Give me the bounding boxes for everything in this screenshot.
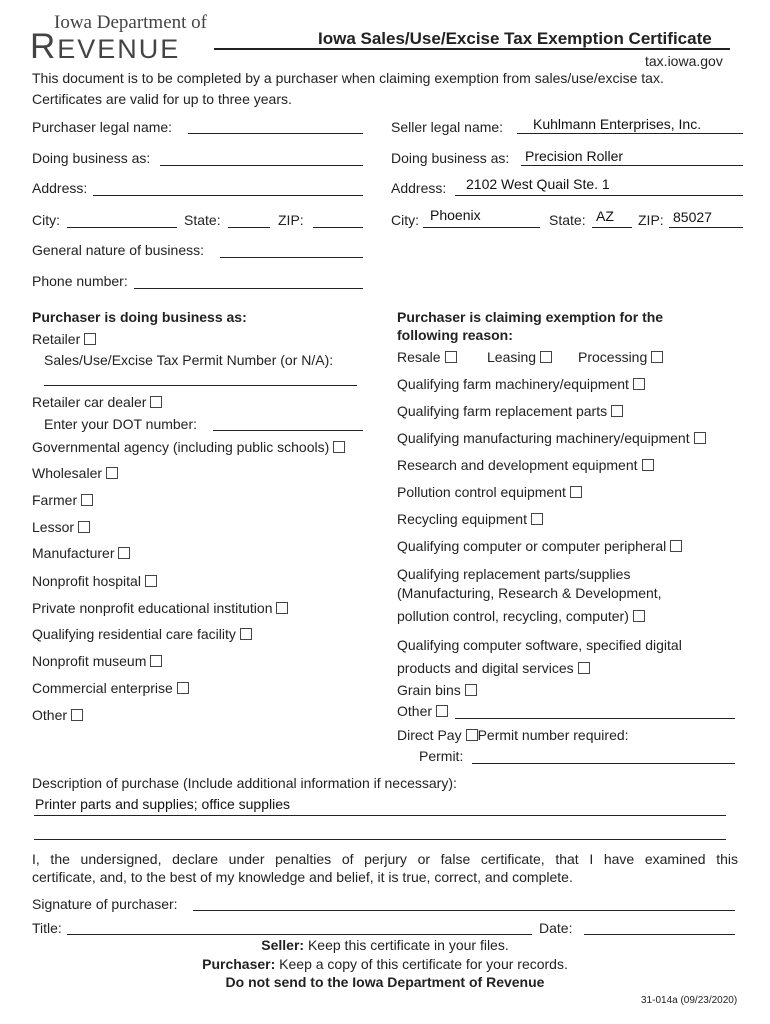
seller-legal-name-value[interactable]: Kuhlmann Enterprises, Inc.: [533, 116, 702, 132]
permit-field[interactable]: [472, 763, 735, 764]
signature-label: Signature of purchaser:: [32, 896, 178, 912]
checkbox[interactable]: [436, 705, 448, 717]
purchaser-city-field[interactable]: [67, 227, 177, 228]
checkbox[interactable]: [466, 729, 478, 741]
page-title: Iowa Sales/Use/Excise Tax Exemption Certificate: [318, 29, 712, 48]
checkbox[interactable]: [118, 547, 130, 559]
logo-line1: Iowa Department of: [54, 12, 207, 33]
checkbox[interactable]: [633, 610, 645, 622]
permit-required-label: Permit number required:: [477, 727, 629, 743]
seller-address-label: Address:: [391, 180, 447, 196]
checkbox[interactable]: [81, 494, 93, 506]
purchaser-dba-field[interactable]: [160, 165, 363, 166]
dot-number-field[interactable]: [213, 430, 363, 431]
logo-initial: R: [30, 27, 58, 66]
title-label: Title:: [32, 920, 62, 936]
description-line-1: [34, 815, 726, 816]
seller-zip-line: [669, 227, 743, 228]
checkbox[interactable]: [84, 333, 96, 345]
exemption-heading: Purchaser is claiming exemption for the: [397, 309, 664, 325]
phone-field[interactable]: [134, 288, 363, 289]
checkbox[interactable]: [150, 396, 162, 408]
description-label: Description of purchase (Include additional information if necessary):: [32, 775, 457, 791]
checkbox[interactable]: [651, 351, 663, 363]
checkbox[interactable]: [578, 662, 590, 674]
option-exemption-other[interactable]: Other: [397, 703, 448, 719]
signature-field[interactable]: [193, 910, 735, 911]
checkbox[interactable]: [540, 351, 552, 363]
exemption-other-field[interactable]: [455, 718, 735, 719]
option-farm-replacement-parts[interactable]: Qualifying farm replacement parts: [397, 403, 623, 419]
option-governmental-agency[interactable]: Governmental agency (including public schools): [32, 439, 345, 455]
option-research-development[interactable]: Research and development equipment: [397, 457, 654, 473]
option-resale[interactable]: Resale: [397, 349, 457, 365]
option-retailer[interactable]: Retailer: [32, 331, 96, 347]
seller-state-line: [592, 227, 632, 228]
business-as-heading: Purchaser is doing business as:: [32, 309, 247, 325]
option-residential-care-facility[interactable]: Qualifying residential care facility: [32, 626, 252, 642]
purchaser-zip-field[interactable]: [313, 227, 363, 228]
option-lessor[interactable]: Lessor: [32, 519, 90, 535]
seller-city-value[interactable]: Phoenix: [430, 207, 481, 223]
option-nonprofit-museum[interactable]: Nonprofit museum: [32, 653, 162, 669]
purchaser-state-field[interactable]: [228, 227, 270, 228]
title-field[interactable]: [67, 934, 532, 935]
purchaser-address-label: Address:: [32, 180, 88, 196]
checkbox[interactable]: [145, 575, 157, 587]
checkbox[interactable]: [570, 486, 582, 498]
seller-dba-value[interactable]: Precision Roller: [525, 148, 624, 164]
form-number: 31-014a (09/23/2020): [641, 995, 738, 1006]
checkbox[interactable]: [106, 467, 118, 479]
declaration-text: I, the undersigned, declare under penalties of perjury or false certificate, that I have examined this: [32, 851, 738, 867]
dot-number-label: Enter your DOT number:: [44, 416, 198, 432]
option-farmer[interactable]: Farmer: [32, 492, 93, 508]
checkbox[interactable]: [445, 351, 457, 363]
permit-number-label: Sales/Use/Excise Tax Permit Number (or N/A):: [44, 352, 334, 368]
option-pollution-control[interactable]: Pollution control equipment: [397, 484, 582, 500]
phone-label: Phone number:: [32, 273, 128, 289]
agency-logo: [30, 27, 180, 67]
seller-state-value[interactable]: AZ: [596, 208, 614, 224]
footer-warning: Do not send to the Iowa Department of Revenue: [225, 974, 545, 990]
purchaser-state-label: State:: [184, 212, 221, 228]
checkbox[interactable]: [694, 432, 706, 444]
description-value[interactable]: Printer parts and supplies; office supplies: [35, 796, 290, 812]
intro-text: This document is to be completed by a purchaser when claiming exemption from sales/use/excise tax.: [32, 70, 664, 86]
intro-text-2: Certificates are valid for up to three years.: [32, 91, 292, 107]
checkbox[interactable]: [71, 709, 83, 721]
checkbox[interactable]: [465, 684, 477, 696]
option-other[interactable]: Other: [32, 707, 83, 723]
checkbox[interactable]: [177, 682, 189, 694]
footer-purchaser-note: Purchaser: Keep a copy of this certificate for your records.: [202, 956, 568, 972]
seller-city-label: City:: [391, 212, 419, 228]
checkbox[interactable]: [611, 405, 623, 417]
permit-label: Permit:: [419, 748, 464, 764]
purchaser-legal-name-field[interactable]: [188, 133, 363, 134]
checkbox[interactable]: [150, 655, 162, 667]
option-replacement-parts[interactable]: pollution control, recycling, computer): [397, 608, 645, 624]
option-farm-machinery[interactable]: Qualifying farm machinery/equipment: [397, 376, 645, 392]
seller-city-line: [423, 227, 540, 228]
option-replacement-parts-label-2: (Manufacturing, Research & Development,: [397, 585, 662, 601]
option-direct-pay[interactable]: Direct Pay Permit number required:: [397, 727, 629, 743]
option-wholesaler[interactable]: Wholesaler: [32, 465, 118, 481]
checkbox[interactable]: [642, 459, 654, 471]
seller-address-value[interactable]: 2102 West Quail Ste. 1: [466, 176, 610, 192]
option-replacement-parts-label: Qualifying replacement parts/supplies: [397, 566, 631, 582]
option-recycling-equipment[interactable]: Recycling equipment: [397, 511, 543, 527]
permit-number-field[interactable]: [44, 385, 357, 386]
seller-zip-value[interactable]: 85027: [673, 209, 712, 225]
option-software-label: Qualifying computer software, specified digital: [397, 637, 682, 653]
option-manufacturing-machinery[interactable]: Qualifying manufacturing machinery/equipment: [397, 430, 706, 446]
exemption-heading-2: following reason:: [397, 327, 513, 343]
option-nonprofit-hospital[interactable]: Nonprofit hospital: [32, 573, 157, 589]
purchaser-address-field[interactable]: [93, 195, 363, 196]
checkbox[interactable]: [531, 513, 543, 525]
checkbox[interactable]: [333, 441, 345, 453]
nature-of-business-field[interactable]: [220, 257, 363, 258]
checkbox[interactable]: [670, 540, 682, 552]
purchaser-dba-label: Doing business as:: [32, 150, 151, 166]
seller-dba-line: [521, 165, 743, 166]
option-software-digital[interactable]: products and digital services: [397, 660, 590, 676]
footer-seller-note: Seller: Keep this certificate in your files.: [261, 937, 509, 953]
date-label: Date:: [539, 920, 573, 936]
purchaser-city-label: City:: [32, 212, 60, 228]
declaration-text-2: certificate, and, to the best of my knowledge and belief, it is true, correct, and complete.: [32, 869, 573, 885]
checkbox[interactable]: [240, 628, 252, 640]
option-commercial-enterprise[interactable]: Commercial enterprise: [32, 680, 189, 696]
nature-of-business-label: General nature of business:: [32, 242, 204, 258]
logo-rest: EVENUE: [57, 34, 181, 64]
seller-state-label: State:: [549, 212, 586, 228]
checkbox[interactable]: [633, 378, 645, 390]
option-processing[interactable]: Processing: [578, 349, 663, 365]
seller-dba-label: Doing business as:: [391, 150, 510, 166]
date-field[interactable]: [584, 934, 735, 935]
seller-zip-label: ZIP:: [638, 212, 664, 228]
option-retailer-car-dealer[interactable]: Retailer car dealer: [32, 394, 162, 410]
option-manufacturer[interactable]: Manufacturer: [32, 545, 130, 561]
checkbox[interactable]: [78, 521, 90, 533]
option-private-nonprofit-educational[interactable]: Private nonprofit educational institution: [32, 600, 288, 616]
option-grain-bins[interactable]: Grain bins: [397, 682, 477, 698]
seller-legal-name-label: Seller legal name:: [391, 119, 504, 135]
option-leasing[interactable]: Leasing: [487, 349, 552, 365]
purchaser-legal-name-label: Purchaser legal name:: [32, 119, 173, 135]
seller-legal-name-line: [517, 133, 743, 134]
checkbox[interactable]: [276, 602, 288, 614]
description-line-2[interactable]: [34, 839, 726, 840]
purchaser-zip-label: ZIP:: [278, 212, 304, 228]
seller-address-line: [455, 195, 743, 196]
website: tax.iowa.gov: [645, 53, 723, 69]
option-computer-peripheral[interactable]: Qualifying computer or computer peripheral: [397, 538, 682, 554]
